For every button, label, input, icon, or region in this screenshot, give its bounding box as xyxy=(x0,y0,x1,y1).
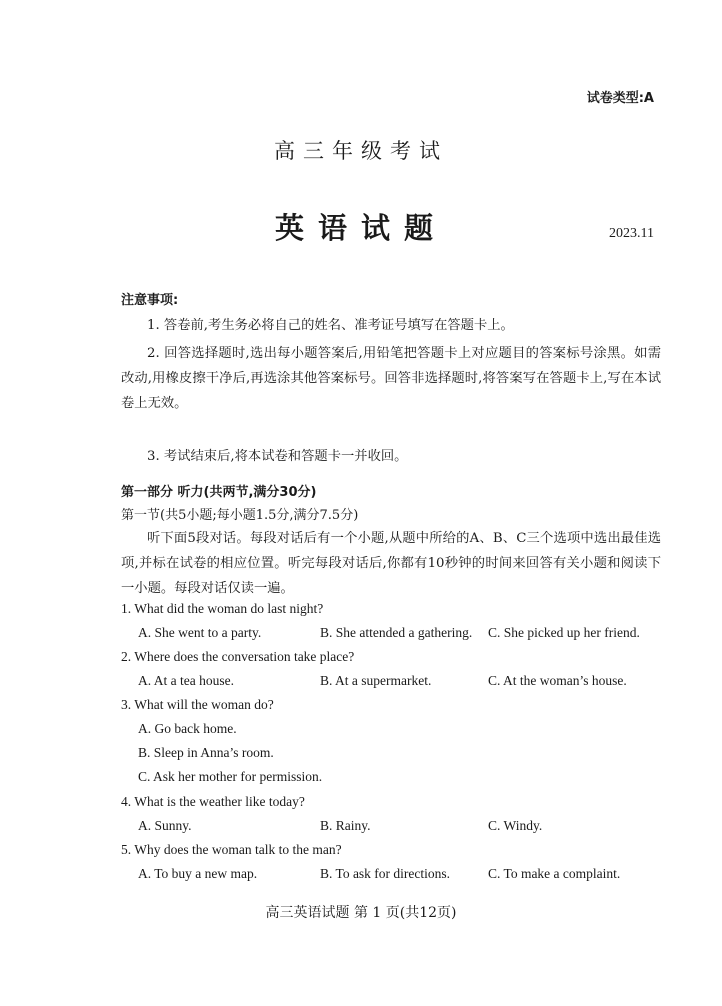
note-item-3: 3. 考试结束后,将本试卷和答题卡一并收回。 xyxy=(147,449,408,464)
option-a: A. To buy a new map. xyxy=(138,866,258,881)
option-c: C. She picked up her friend. xyxy=(488,625,640,640)
option-c: C. Windy. xyxy=(488,818,543,833)
exam-date: 2023.11 xyxy=(609,226,654,241)
option-b: B. At a supermarket. xyxy=(320,673,432,688)
page-footer: 高三英语试题 第 1 页(共12页) xyxy=(265,905,457,921)
option-b: B. Rainy. xyxy=(320,818,371,833)
question-stem: 2. Where does the conversation take place? xyxy=(121,649,355,664)
option-c: C. Ask her mother for permission. xyxy=(138,769,323,784)
option-b: B. She attended a gathering. xyxy=(320,625,473,640)
question-stem: 5. Why does the woman talk to the man? xyxy=(121,842,342,857)
note-item-2: 2. 回答选择题时,选出每小题答案后,用铅笔把答题卡上对应题目的答案标号涂黑。如需改动,用橡皮擦干净后,再选涂其他答案标号。回答非选择题时,将答案写在答题卡上,写在本试卷上无效。 xyxy=(121,346,661,411)
subject-title: 英语试题 xyxy=(274,211,447,245)
option-a: A. Go back home. xyxy=(138,721,237,736)
option-b: B. Sleep in Anna’s room. xyxy=(138,745,274,760)
option-b: B. To ask for directions. xyxy=(320,866,451,881)
part-heading: 第一部分 听力(共两节,满分30分) xyxy=(121,485,317,500)
question-stem: 4. What is the weather like today? xyxy=(121,794,305,809)
listening-instructions: 听下面5段对话。每段对话后有一个小题,从题中所给的A、B、C三个选项中选出最佳选项,并标在试卷的相应位置。听完每段对话后,你都有10秒钟的时间来回答有关小题和阅读下一小题。每段对话仅读一遍。 xyxy=(121,531,661,596)
note-item-1: 1. 答卷前,考生务必将自己的姓名、准考证号填写在答题卡上。 xyxy=(147,318,514,333)
option-c: C. At the woman’s house. xyxy=(488,673,627,688)
notes-heading: 注意事项: xyxy=(121,293,179,308)
section-heading: 第一节(共5小题;每小题1.5分,满分7.5分) xyxy=(121,508,359,523)
option-a: A. Sunny. xyxy=(138,818,192,833)
option-a: A. At a tea house. xyxy=(138,673,234,688)
option-a: A. She went to a party. xyxy=(138,625,262,640)
paper-type-label: 试卷类型:A xyxy=(586,91,654,106)
question-stem: 1. What did the woman do last night? xyxy=(121,601,324,616)
question-stem: 3. What will the woman do? xyxy=(121,697,274,712)
exam-name: 高三年级考试 xyxy=(274,139,448,163)
option-c: C. To make a complaint. xyxy=(488,866,621,881)
